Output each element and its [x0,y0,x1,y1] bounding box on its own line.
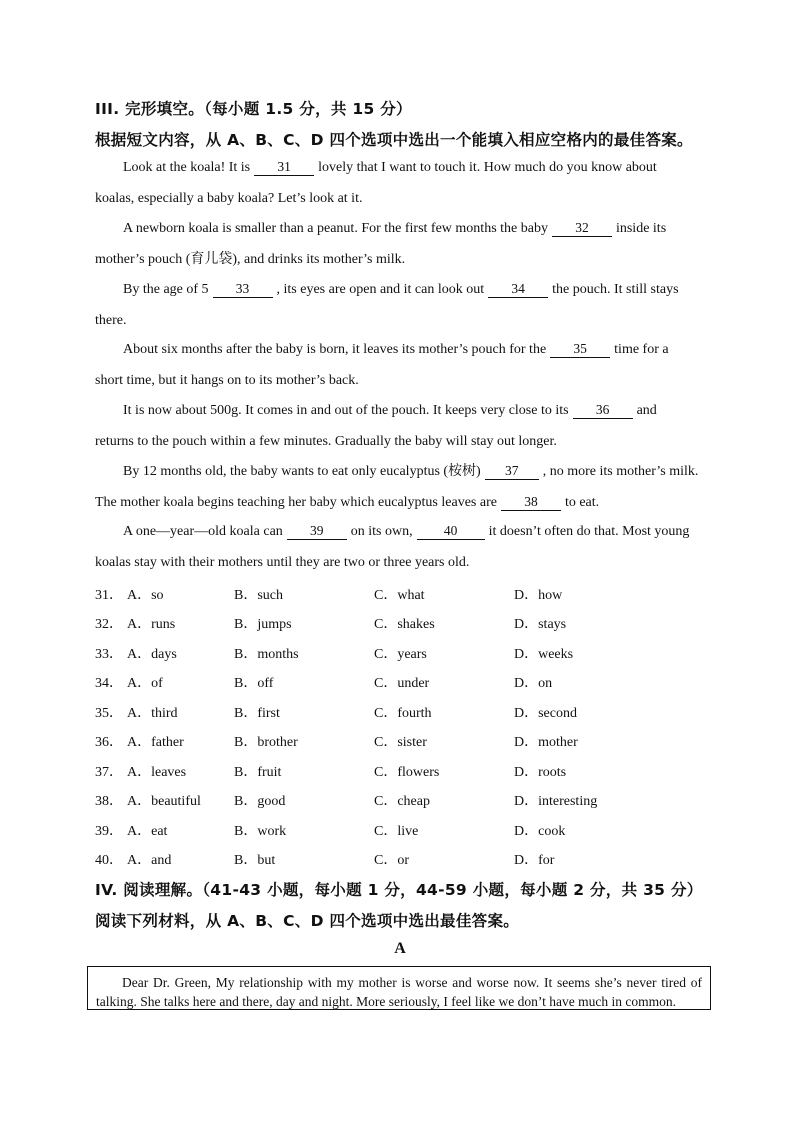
blank-40: 40 [417,523,485,540]
section-4-title: IV. 阅读理解。（41-43 小题，每小题 1 分，44-59 小题，每小题 2 分，共 35 分） [95,881,703,899]
passage-line: The mother koala begins teaching her baby which eucalyptus leaves are 38 to eat. [95,494,600,510]
passage-line: there. [95,313,127,328]
question-38-options: 38． A．beautiful B．good C．cheap D．interesting [95,794,598,809]
blank-34: 34 [488,281,548,298]
blank-32: 32 [552,220,612,237]
passage-line: Look at the koala! It is 31 lovely that I want to touch it. How much do you know about [123,159,657,175]
question-34-options: 34． A．of B．off C．under D．on [95,676,553,691]
reading-passage-box [87,966,711,1010]
passage-line: A newborn koala is smaller than a peanut. For the first few months the baby 32 inside its [123,220,667,236]
part-a-label: A [394,940,406,957]
passage-line: A one—year—old koala can 39 on its own, 40 it doesn’t often do that. Most young [123,523,690,539]
blank-36: 36 [573,402,633,419]
blank-37: 37 [485,463,539,480]
section-4-instruction: 阅读下列材料，从 A、B、C、D 四个选项中选出最佳答案。 [95,912,520,930]
passage-line: returns to the pouch within a few minutes. Gradually the baby will stay out longer. [95,434,557,449]
question-33-options: 33． A．days B．months C．years D．weeks [95,647,574,662]
blank-39: 39 [287,523,347,540]
passage-line: By 12 months old, the baby wants to eat only eucalyptus (桉树) 37 , no more its mother’s milk. [123,463,699,479]
passage-line: About six months after the baby is born, it leaves its mother’s pouch for the 35 time for a [123,341,669,357]
question-31-options: 31． A．so B．such C．what D．how [95,588,563,603]
passage-line: koalas, especially a baby koala? Let’s look at it. [95,191,363,206]
passage-line: koalas stay with their mothers until they are two or three years old. [95,555,470,570]
letter-text: Dear Dr. Green, My relationship with my mother is worse and worse now. It seems she’s never tired of talking. She talks here and there, day and night. More seriously, I feel like we don’t have much in common. [96,975,702,1009]
question-40-options: 40． A．and B．but C．or D．for [95,853,555,868]
passage-line: It is now about 500g. It comes in and out of the pouch. It keeps very close to its 36 and [123,402,657,418]
passage-line: short time, but it hangs on to its mother’s back. [95,373,359,388]
blank-38: 38 [501,494,561,511]
section-3-title: III. 完形填空。（每小题 1.5 分，共 15 分） [95,100,412,118]
blank-33: 33 [213,281,273,298]
passage-line: mother’s pouch (育儿袋), and drinks its mother’s milk. [95,252,406,267]
blank-35: 35 [550,341,610,358]
question-37-options: 37． A．leaves B．fruit C．flowers D．roots [95,765,567,780]
blank-31: 31 [254,159,314,176]
passage-line: By the age of 5 33 , its eyes are open and it can look out 34 the pouch. It still stays [123,281,679,297]
section-3-instruction: 根据短文内容，从 A、B、C、D 四个选项中选出一个能填入相应空格内的最佳答案。 [95,131,693,149]
question-35-options: 35． A．third B．first C．fourth D．second [95,706,577,721]
question-36-options: 36． A．father B．brother C．sister D．mother [95,735,578,750]
question-32-options: 32． A．runs B．jumps C．shakes D．stays [95,617,567,632]
question-39-options: 39． A．eat B．work C．live D．cook [95,824,566,839]
